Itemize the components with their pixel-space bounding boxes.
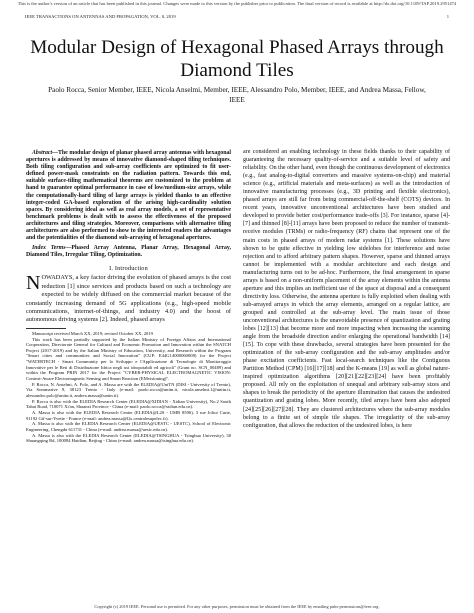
paper-title: Modular Design of Hexagonal Phased Arrays through Diamond Tiles (30, 37, 444, 81)
index-terms-label: Index Terms (32, 245, 66, 252)
introduction-text: OWADAYS, a key factor driving the evolution of phased arrays is the cost reduction [1] since services and products based on such a technology are expected to be widely diffused on the commercial market because of the constantly increasing demand of 5G applications (e.g., high-speed mobile communications, internet-of-things, and industry 4.0) and the boost of autonomous driving systems [2]. Indeed, phased arrays (26, 274, 231, 324)
footnote: This work has been partially supported by the Italian Ministry of Foreign Affairs and International Cooperation, Directorate General for Cultural and Economic Promotion and Innovation within the SNATCH Project (2017-2019) and by the Italian Ministry of Education, University, and Research within the Program "Smart cities and communities and Social Innovation" (CUP: E44G14000060008) for the Project "WATERTECH - Smart Community per lo Sviluppo e l'Applicazione di Tecnologie di Monitoraggio Innovative per le Reti di Distribuzione Idrica negli usi idropotabili ed agricoli" (Grant no. SCN_00489) and within the Program PRIN 2017 for the Project "CYBER-PHYSICAL ELECTROMAGNETIC VISION: Context-Aware Electromagnetic Sensing and Smart Reaction (EMvisioning)". (26, 336, 231, 382)
abstract (26, 150, 231, 242)
footnote: A. Massa is also with the ELEDIA Research Center (ELEDIA@TSINGHUA - Tsinghua University), 30 Shuangqing Rd, 100084 Haidian, Beijing - China (e-mail: andrea.massa@tsinghua.edu.cn). (26, 432, 231, 444)
left-column (26, 150, 231, 444)
abstract-text: —The modular design of planar phased array antennas with hexagonal apertures is addressed by means of innovative diamond-shaped tiling techniques. Both tiling configuration and sub-array coefficients are optimized to fit user-defined power-mask constraints on the radiation pattern. Towards this end, suitable surface-tiling mathematical theorems are customized to the problem at hand to guarantee optimal performance in case of low/medium-size arrays, while the computationally-hard tiling of large arrays is yielded thanks to an effective integer-coded GA-based exploration of the arising high-cardinality solution spaces. By considering ideal as well as real array models, a set of representative benchmark problems is dealt with to assess the effectiveness of the proposed architectures and tiling strategies. Moreover, comparisons with alternative tiling architectures are also performed to show to the interested readers the advantages and the potentialities of the diamond sub-arraying of hexagonal apertures. (26, 150, 231, 242)
abstract-label: Abstract (32, 150, 53, 156)
drop-cap: N (26, 272, 41, 295)
copyright-notice: Copyright (c) 2019 IEEE. Personal use is permitted. For any other purposes, permission must be obtained from the IEEE by emailing pubs-permissions@ieee.org. (94, 604, 380, 609)
introduction-paragraph (26, 274, 231, 324)
journal-name: IEEE TRANSACTIONS ON ANTENNAS AND PROPAGATION, VOL. 0, 2019 (25, 14, 176, 19)
publication-notice: This is the author's version of an article that has been published in this journal. Changes were made to this version by the publisher prior to publication. The final version of record is available at http://dx.doi.org/10.1109/TAP.2019.2951474 (17, 1, 457, 6)
section-heading: I. Introduction (109, 265, 148, 273)
footnote: A. Massa is also with the ELEDIA Research Center (ELEDIA@L2S - UMR 8506), 3 rue Joliot Curie, 91192 Gif-sur-Yvette - France (e-mail: andrea.massa@l2s.centralesupelec.fr). (26, 410, 231, 421)
footnote: Manuscript received March XX, 2019; revised October XX, 2019 (32, 330, 153, 336)
footnote-divider (26, 328, 66, 329)
body-paragraph: are considered an enabling technology in these fields thanks to their capability of guaranteeing the necessary quality-of-service and a suitable level of safety and reliability. On the other hand, even though the continuous development of electronics (e.g., fast analog-to-digital converters and massive systems-on-chip) and material science (e.g., artificial materials and meta-surfaces) as well as the introduction of innovative manufacturing processes (e.g., 3D printing and flexible electronics), phased arrays are still far from being commercial-off-the-shelf (COTS) devices. In recent years, innovative unconventional architectures have been studied and developed to provide better cost/performance trade-offs [3]. For instance, sparse [4]-[7] and thinned [8]-[11] arrays have been proposed to reduce the number of transmit-receive modules (TRMs) or radio-frequency (RF) chains that represent one of the main costs in phased arrays of modern radar systems [1]. These solutions have shown to be quite effective in yielding low sidelobes for interference and noise rejection and to afford arbitrary pattern shapes. However, sparse and thinned arrays cannot be implemented with a modular architecture and each design and manufacturing turns out to be ad-hoc. Furthermore, the final arrangement in sparse arrays is based on a non-uniform placement of the array elements within the antenna aperture and this implies an inefficient use of the space at disposal and a consequent directivity loss. Otherwise, the antenna aperture is fully exploited when dealing with sub-arrayed arrays in which the array elements, arranged on a regular lattice, are grouped and controlled at the sub-array level. The main issue of those unconventional architectures is the unavoidable presence of quantization and grating lobes [12][13] that become more and more impacting when increasing the scanning angle from the broadside direction and/or enlarging the operational bandwidth [14][15]. To cope with these drawbacks, several strategies have been presented for the optimization of the sub-array configuration and the sub-array amplitudes and/or phase excitation coefficients. Fast local-search techniques like the Contiguous Partition Method (CPM) [16][17][18] and the K-means [19] as well as global nature-inspired optimization algorithms [20][21][22][23][24] have been profitably proposed. All rely on the exploitation of unequal and arbitrary sub-array sizes and shapes to break the periodicity of the aperture illumination that causes the undesired quantization and grating lobes. More recently, tiled arrays have been also adopted [24][25][26][27][28]. They are clustered architectures where the sub-array modules belong to a finite set of simple tile shapes. The irregularity of the sub-array configuration, that allows the reduction of the undesired lobes, is here (243, 149, 450, 429)
right-column (243, 148, 450, 430)
index-terms (26, 245, 231, 259)
footnote: A. Massa is also with the ELEDIA Research Center (ELEDIA@UESTC - UESTC), School of Electronic Engineering, Chengdu 611731 - China (e-mail: andrea.massa@uestc.edu.cn). (26, 421, 231, 432)
author-list: Paolo Rocca, Senior Member, IEEE, Nicola Anselmi, Member, IEEE, Alessandro Polo, Member, IEEE, and Andrea Massa, Fellow, IEEE (48, 86, 426, 104)
page-number: 1 (446, 14, 449, 19)
footnote: P. Rocca, N. Anselmi, A. Polo, and A. Massa are with the ELEDIA@UniTN (DISI - University of Trento), Via Sommarive 9, 38123 Trento - Italy (e-mail: paolo.rocca@unitn.it, nicola.anselmi.1@unitn.it, alessandro.polo@unitn.it, andrea.massa@unitn.it). (26, 381, 231, 399)
footnote: P. Rocca is also with the ELEDIA Research Center (ELEDIA@XIDIAN - Xidian University), No.2 South Tabai Road, 710071 Xi'an, Shaanxi Province - China (e-mail: paolo.rocca@xidian.edu.cn). (26, 398, 231, 410)
running-header (25, 14, 449, 22)
index-terms-text: —Phased Array Antenna, Planar Array, Hexagonal Array, Diamond Tiles, Irregular Tiling, Optimization. (26, 245, 231, 259)
